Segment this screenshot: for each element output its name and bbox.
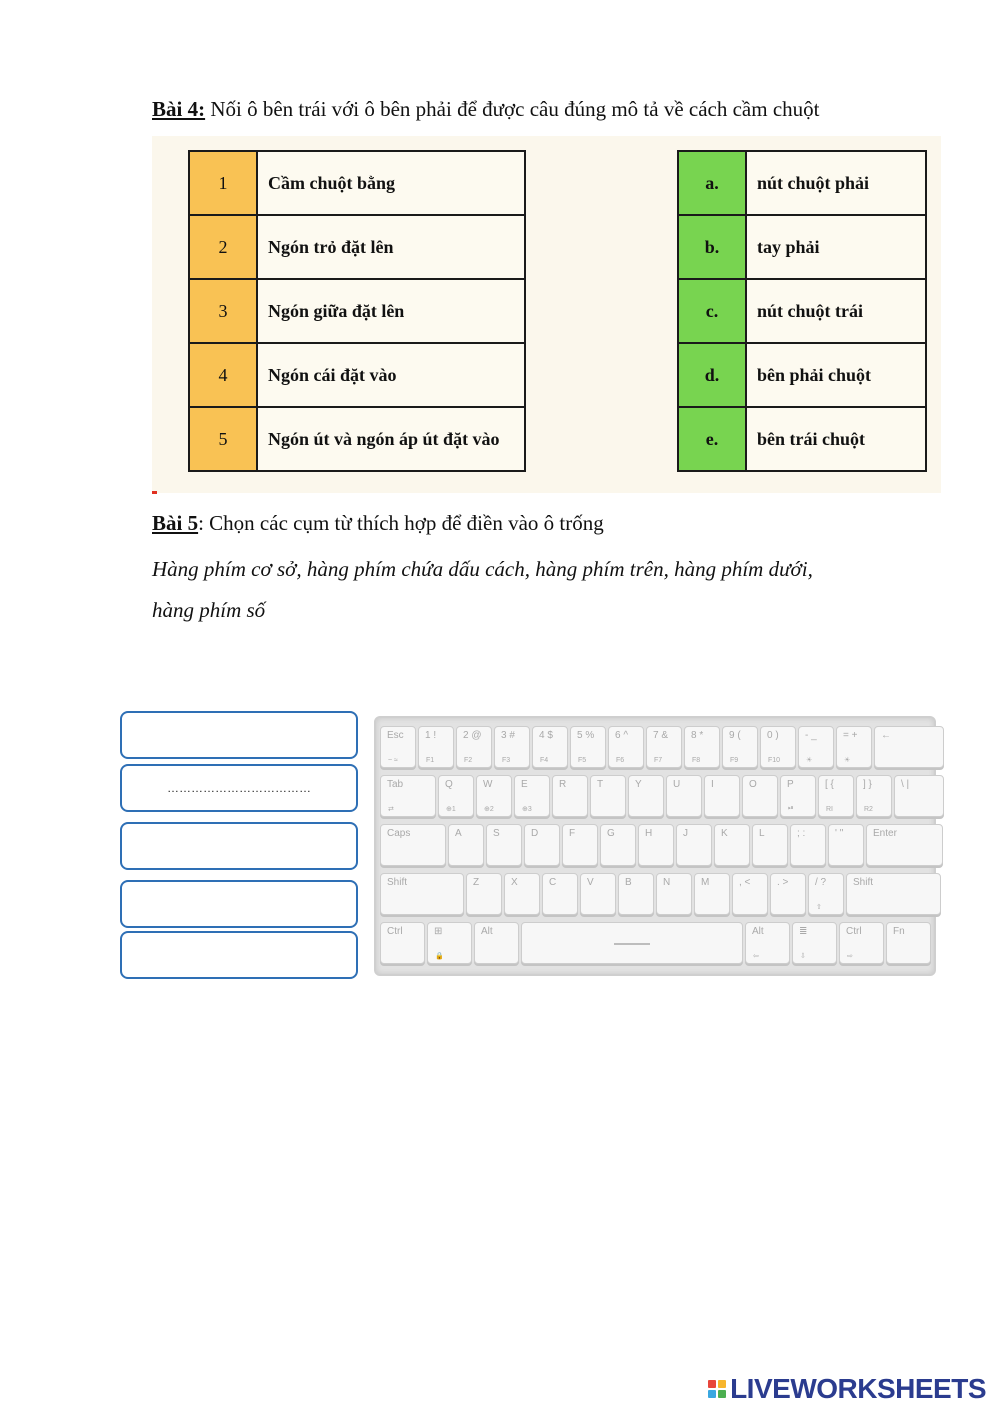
key-label: 8 * (691, 730, 704, 741)
key (418, 726, 454, 768)
key-sublabel: F4 (540, 757, 549, 764)
key-sublabel: F9 (730, 757, 739, 764)
key (684, 726, 720, 768)
key-label: \ | (901, 779, 910, 790)
key (562, 824, 598, 866)
left-number: 1 (189, 151, 257, 215)
phrase-bank (152, 549, 932, 631)
key-label: Alt (481, 926, 493, 937)
key-sublabel: ☀ (844, 757, 851, 764)
key (656, 873, 692, 915)
key-sublabel: F1 (426, 757, 435, 764)
right-letter: a. (678, 151, 746, 215)
right-letter: b. (678, 215, 746, 279)
key-label: . > (777, 877, 789, 888)
key (846, 873, 941, 915)
key-label: Q (445, 779, 453, 790)
key (466, 873, 502, 915)
right-row[interactable] (678, 407, 926, 471)
left-number: 5 (189, 407, 257, 471)
right-letter: e. (678, 407, 746, 471)
left-row[interactable] (189, 407, 525, 471)
key (780, 775, 816, 817)
key (839, 922, 884, 964)
key-label: 4 $ (539, 730, 553, 741)
key-sublabel: F3 (502, 757, 511, 764)
left-text: Cầm chuột bằng (257, 151, 525, 215)
left-number: 4 (189, 343, 257, 407)
key-sublabel: ⇦ (753, 953, 759, 960)
key-sublabel: R2 (864, 806, 873, 813)
key-label: / ? (815, 877, 827, 888)
key (798, 726, 834, 768)
key (866, 824, 943, 866)
right-text: nút chuột trái (746, 279, 926, 343)
key-label: 3 # (501, 730, 515, 741)
key (722, 726, 758, 768)
key-space (521, 922, 743, 964)
key (836, 726, 872, 768)
key (427, 922, 472, 964)
answer-box-2[interactable]: ……………………………… (120, 764, 358, 812)
key (792, 922, 837, 964)
key-sublabel: ⇨ (847, 953, 853, 960)
answer-box-5[interactable] (120, 931, 358, 979)
key-sublabel: F10 (768, 757, 781, 764)
right-letter: c. (678, 279, 746, 343)
key-label: 7 & (653, 730, 669, 741)
key (745, 922, 790, 964)
key (732, 873, 768, 915)
exercise-4-instruction: Nối ô bên trái với ô bên phải để được câu đúng mô tả về cách cầm chuột (205, 97, 820, 121)
key-sublabel: RI (826, 806, 833, 813)
key-label: Shift (853, 877, 874, 888)
key (818, 775, 854, 817)
key-label: H (645, 828, 653, 839)
key (770, 873, 806, 915)
answer-box-3[interactable] (120, 822, 358, 870)
key-label: ← (881, 730, 891, 741)
key (638, 824, 674, 866)
key-label: K (721, 828, 728, 839)
key (666, 775, 702, 817)
answer-box-1[interactable] (120, 711, 358, 759)
key-sublabel: F8 (692, 757, 701, 764)
key (438, 775, 474, 817)
left-text: Ngón út và ngón áp út đặt vào (257, 407, 525, 471)
matching-tables-area (152, 136, 941, 493)
key-label: ; : (797, 828, 806, 839)
left-row[interactable] (189, 279, 525, 343)
key (752, 824, 788, 866)
key-label: 0 ) (767, 730, 779, 741)
logo-icon (708, 1380, 726, 1398)
key-label: 5 % (577, 730, 595, 741)
right-text: nút chuột phải (746, 151, 926, 215)
key (856, 775, 892, 817)
key-label: T (597, 779, 604, 790)
key (808, 873, 844, 915)
key-sublabel: ⊕2 (484, 806, 494, 813)
logo-text: LIVEWORKSHEETS (730, 1373, 986, 1404)
key-label: R (559, 779, 567, 790)
key (646, 726, 682, 768)
key (580, 873, 616, 915)
exercise-5-instruction: : Chọn các cụm từ thích hợp để điền vào ô trống (198, 511, 604, 535)
key-label: U (673, 779, 681, 790)
key (874, 726, 944, 768)
key-label: M (701, 877, 710, 888)
key (514, 775, 550, 817)
key-label: , < (739, 877, 751, 888)
right-row[interactable] (678, 151, 926, 215)
right-text: bên trái chuột (746, 407, 926, 471)
left-text: Ngón trỏ đặt lên (257, 215, 525, 279)
exercise-4-label: Bài 4: (152, 97, 206, 121)
left-row[interactable] (189, 215, 525, 279)
liveworksheets-logo (708, 1373, 986, 1405)
key-label: 2 @ (463, 730, 482, 741)
key-label: Enter (873, 828, 897, 839)
key (790, 824, 826, 866)
key (524, 824, 560, 866)
key-label: L (759, 828, 765, 839)
key-label: S (493, 828, 500, 839)
key (380, 824, 446, 866)
key-label: G (607, 828, 615, 839)
key (828, 824, 864, 866)
key-label: Ctrl (846, 926, 862, 937)
key-label: Shift (387, 877, 408, 888)
right-text: bên phải chuột (746, 343, 926, 407)
key-sublabel: ~ ≈ (388, 757, 398, 764)
key (714, 824, 750, 866)
key (552, 775, 588, 817)
key (694, 873, 730, 915)
key-label: 1 ! (425, 730, 437, 741)
right-row[interactable] (678, 215, 926, 279)
exercise-5-heading (152, 509, 604, 537)
key-sublabel: ⏯ (788, 805, 794, 812)
key (590, 775, 626, 817)
right-row[interactable] (678, 279, 926, 343)
left-number: 3 (189, 279, 257, 343)
key (474, 922, 519, 964)
left-text: Ngón giữa đặt lên (257, 279, 525, 343)
key-sublabel: ⇄ (388, 806, 394, 813)
key-label: ⊞ (434, 926, 443, 937)
key (456, 726, 492, 768)
key-sublabel: F6 (616, 757, 625, 764)
key (704, 775, 740, 817)
key (676, 824, 712, 866)
key-label: W (483, 779, 493, 790)
key (608, 726, 644, 768)
key-label: B (625, 877, 632, 888)
key-label: D (531, 828, 539, 839)
key-label: N (663, 877, 671, 888)
keyboard-image (374, 716, 936, 976)
key (618, 873, 654, 915)
key (886, 922, 931, 964)
key-label: - _ (805, 730, 817, 741)
phrase-bank-line: hàng phím số (152, 598, 266, 622)
key-label: I (711, 779, 714, 790)
key-sublabel: ⊕3 (522, 806, 532, 813)
key-label: ' " (835, 828, 844, 839)
key (380, 922, 425, 964)
key (600, 824, 636, 866)
key (486, 824, 522, 866)
key (448, 824, 484, 866)
key-label: A (455, 828, 462, 839)
key-label: = + (843, 730, 858, 741)
key-sublabel: ⇧ (816, 904, 822, 911)
key (894, 775, 944, 817)
key-sublabel: 🔒 (435, 953, 444, 960)
key-label: P (787, 779, 794, 790)
key (380, 873, 464, 915)
left-text: Ngón cái đặt vào (257, 343, 525, 407)
key-sublabel: F5 (578, 757, 587, 764)
key-label: Caps (387, 828, 411, 839)
key-label: [ { (825, 779, 834, 790)
key-label: C (549, 877, 557, 888)
key-label: J (683, 828, 688, 839)
left-number: 2 (189, 215, 257, 279)
key (476, 775, 512, 817)
key (380, 775, 436, 817)
key-label: Tab (387, 779, 404, 790)
right-letter: d. (678, 343, 746, 407)
left-row[interactable] (189, 343, 525, 407)
left-matching-table (188, 150, 526, 472)
key-label: Y (635, 779, 642, 790)
key (494, 726, 530, 768)
exercise-4-heading (152, 95, 820, 123)
key (760, 726, 796, 768)
key (742, 775, 778, 817)
key (504, 873, 540, 915)
phrase-bank-line: Hàng phím cơ sở, hàng phím chứa dấu cách, hàng phím trên, hàng phím dưới, (152, 557, 813, 581)
key (628, 775, 664, 817)
key-label: Ctrl (387, 926, 403, 937)
key-sublabel: ☀ (806, 757, 813, 764)
red-mark (152, 491, 157, 494)
key-sublabel: F7 (654, 757, 663, 764)
key-label: ] } (863, 779, 872, 790)
key-label: O (749, 779, 757, 790)
key-label: 6 ^ (615, 730, 629, 741)
key-label: Fn (893, 926, 905, 937)
left-row[interactable] (189, 151, 525, 215)
key (532, 726, 568, 768)
right-text: tay phải (746, 215, 926, 279)
key (570, 726, 606, 768)
key (542, 873, 578, 915)
key-label: ≣ (799, 926, 808, 937)
key-sublabel: ⇩ (800, 953, 806, 960)
right-row[interactable] (678, 343, 926, 407)
answer-box-4[interactable] (120, 880, 358, 928)
key-label: E (521, 779, 528, 790)
exercise-5-label: Bài 5 (152, 511, 199, 535)
key-label: Z (473, 877, 480, 888)
key-label: Esc (387, 730, 404, 741)
key-label: X (511, 877, 518, 888)
key-sublabel: F2 (464, 757, 473, 764)
key (380, 726, 416, 768)
key-label: F (569, 828, 576, 839)
key-label: V (587, 877, 594, 888)
key-label: 9 ( (729, 730, 741, 741)
right-matching-table (677, 150, 927, 472)
key-label: Alt (752, 926, 764, 937)
key-sublabel: ⊕1 (446, 806, 456, 813)
